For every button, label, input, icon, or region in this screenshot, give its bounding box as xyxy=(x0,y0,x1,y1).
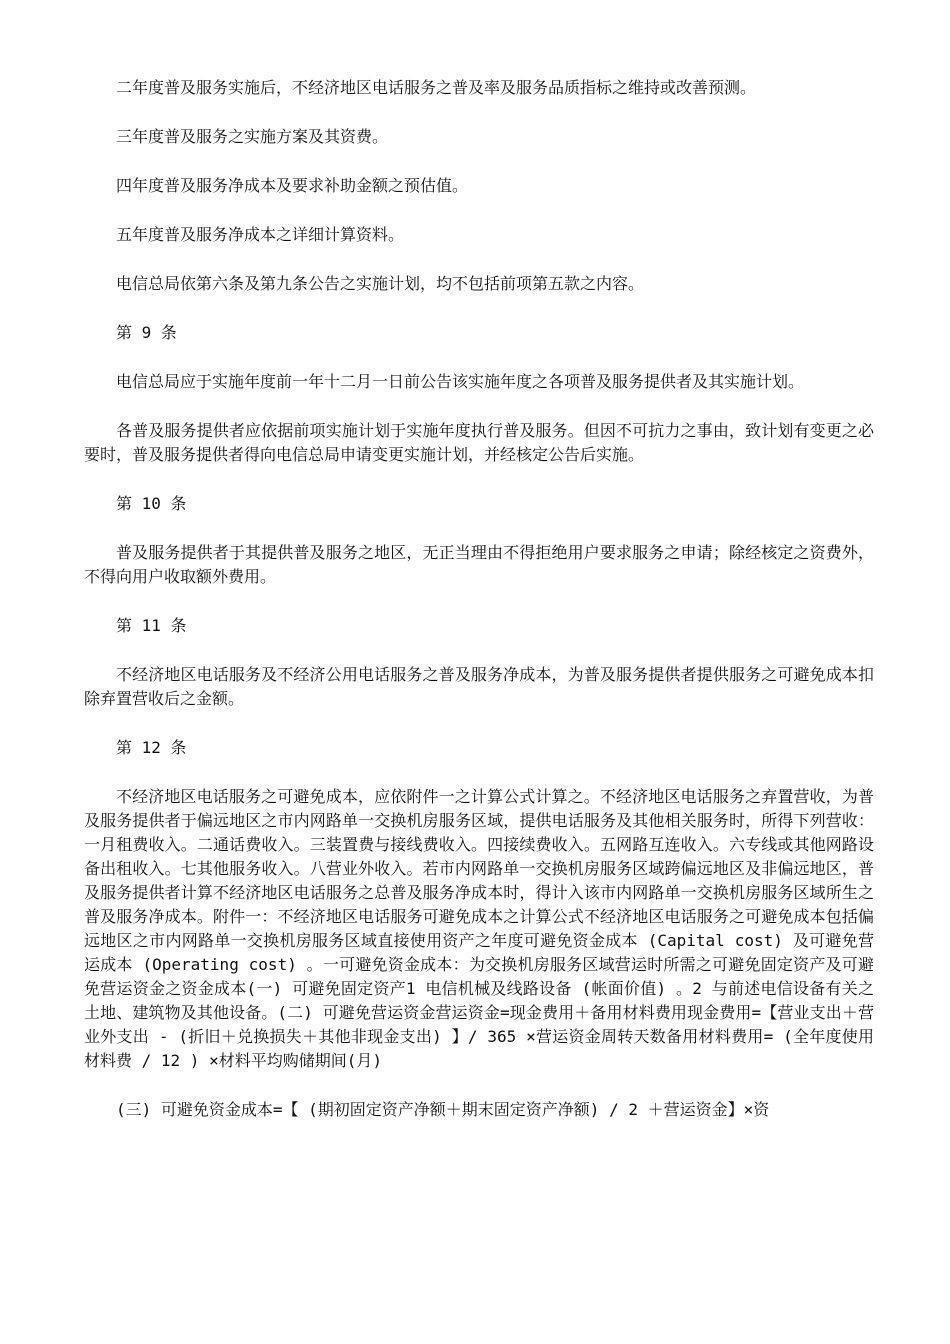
paragraph: (三) 可避免资金成本=【 (期初固定资产净额＋期末固定资产净额) / 2 ＋营运资金】×资 xyxy=(116,1100,770,1119)
paragraph: 不经济地区电话服务及不经济公用电话服务之普及服务净成本，为普及服务提供者提供服务之可避免成本扣除弃置营收后之金额。 xyxy=(84,665,874,708)
article-heading: 第 9 条 xyxy=(116,323,177,342)
paragraph: 普及服务提供者于其提供普及服务之地区，无正当理由不得拒绝用户要求服务之申请；除经核定之资费外，不得向用户收取额外费用。 xyxy=(84,543,874,586)
paragraph: 三年度普及服务之实施方案及其资费。 xyxy=(116,127,389,146)
paragraph: 电信总局依第六条及第九条公告之实施计划，均不包括前项第五款之内容。 xyxy=(116,274,645,293)
paragraph: 各普及服务提供者应依据前项实施计划于实施年度执行普及服务。但因不可抗力之事由，致计划有变更之必要时，普及服务提供者得向电信总局申请变更实施计划，并经核定公告后实施。 xyxy=(84,421,874,464)
document-page xyxy=(84,76,874,1147)
article-heading: 第 12 条 xyxy=(116,738,187,757)
paragraph: 电信总局应于实施年度前一年十二月一日前公告该实施年度之各项普及服务提供者及其实施计划。 xyxy=(116,372,805,391)
article-heading: 第 10 条 xyxy=(116,494,187,513)
paragraph: 四年度普及服务净成本及要求补助金额之预估值。 xyxy=(116,176,469,195)
paragraph: 二年度普及服务实施后，不经济地区电话服务之普及率及服务品质指标之维持或改善预测。 xyxy=(116,78,757,97)
paragraph: 不经济地区电话服务之可避免成本，应依附件一之计算公式计算之。不经济地区电话服务之弃置营收，为普及服务提供者于偏远地区之市内网路单一交换机房服务区域，提供电话服务及其他相关服务时，所得下列营收：一月租费收入。二通话费收入。三装置费与接线费收入。四接续费收入。五网路互连收入。六专线或其他网路设备出租收入。七其他服务收入。八营业外收入。若市内网路单一交换机房服务区域跨偏远地区及非偏远地区，普及服务提供者计算不经济地区电话服务之总普及服务净成本时，得计入该市内网路单一交换机房服务区域所生之普及服务净成本。附件一：不经济地区电话服务可避免成本之计算公式不经济地区电话服务之可避免成本包括偏远地区之市内网路单一交换机房服务区域直接使用资产之年度可避免资金成本 (Capital cost) 及可避免营运成本 (Operating cost) 。一可避免资金成本：为交换机房服务区域营运时所需之可避免固定资产及可避免营运资金之资金成本(一) 可避免固定资产1 电信机械及线路设备 (帐面价值) 。2 与前述电信设备有关之土地、建筑物及其他设备。(二) 可避免营运资金营运资金=现金费用＋备用材料费用现金费用=【营业支出＋营业外支出 - (折旧＋兑换损失＋其他非现金支出) 】/ 365 ×营运资金周转天数备用材料费用= (全年度使用材料费 / 12 ) ×材料平均购储期间(月) xyxy=(84,787,874,1070)
paragraph: 五年度普及服务净成本之详细计算资料。 xyxy=(116,225,405,244)
article-heading: 第 11 条 xyxy=(116,616,187,635)
